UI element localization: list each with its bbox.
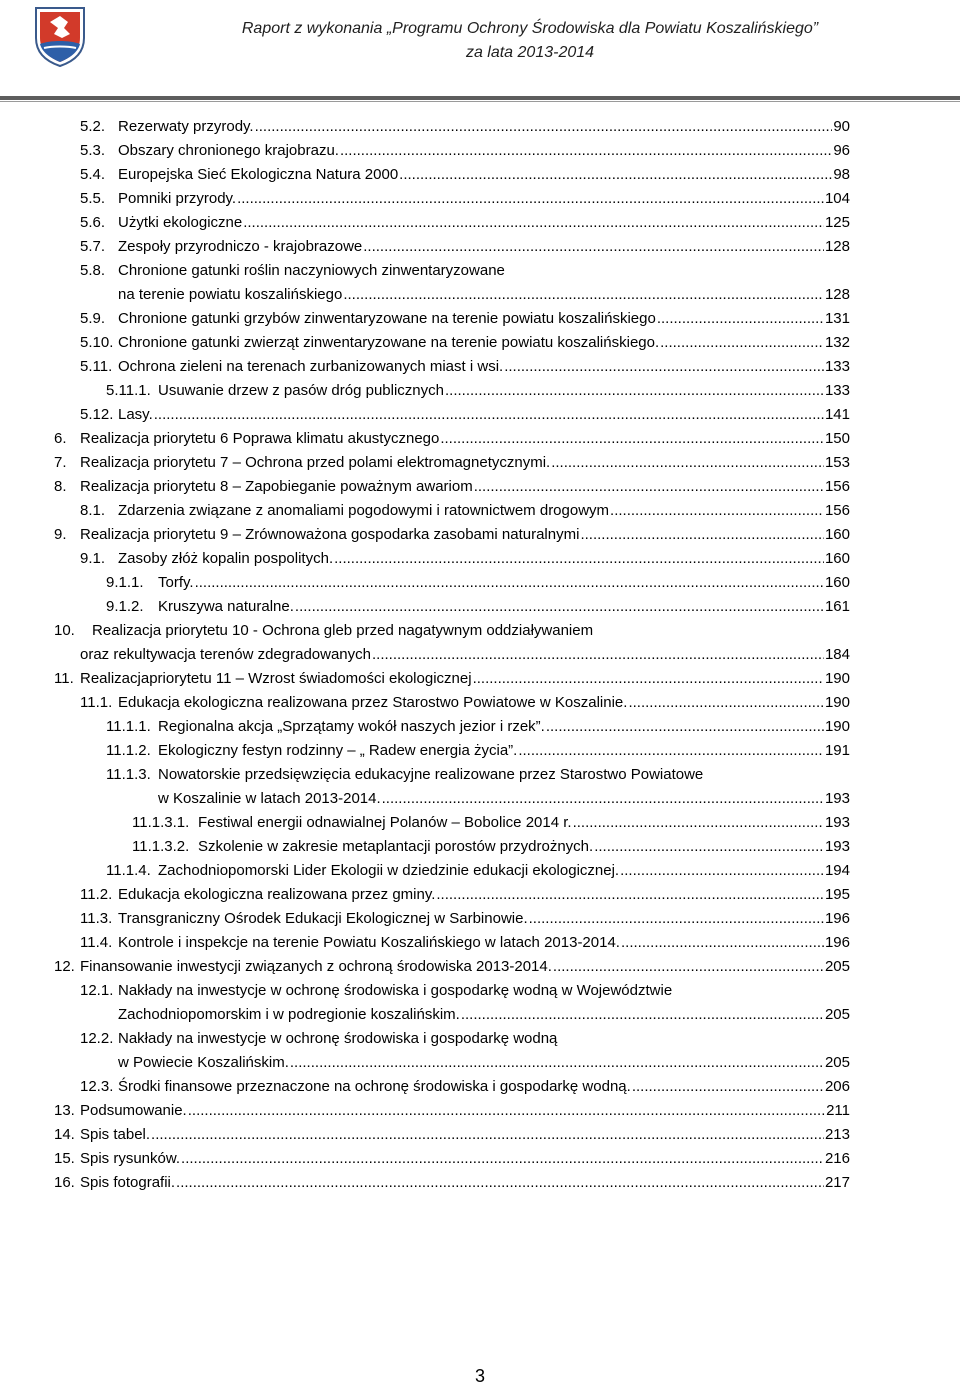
toc-dot-leader	[546, 717, 824, 737]
toc-entry[interactable]	[0, 213, 960, 233]
toc-entry[interactable]	[0, 333, 960, 353]
toc-entry-number: 5.10.	[80, 334, 114, 351]
toc-entry-title: Regionalna akcja „Sprzątamy wokół naszych jezior i rzek”.	[158, 718, 545, 735]
toc-dot-leader	[382, 789, 824, 809]
toc-dot-leader	[188, 1101, 825, 1121]
toc-entry-number: 9.1.	[80, 550, 106, 567]
toc-entry[interactable]	[0, 501, 960, 521]
toc-entry-title: Festiwal energii odnawialnej Polanów – Bobolice 2014 r.	[198, 814, 572, 831]
toc-dot-leader	[255, 117, 833, 137]
toc-entry-title: Zachodniopomorski Lider Ekologii w dziedzinie edukacji ekologicznej.	[158, 862, 620, 879]
toc-entry-number: 11.1.1.	[106, 718, 151, 735]
toc-dot-leader	[340, 141, 832, 161]
toc-entry-title: Torfy.	[158, 574, 194, 591]
toc-entry-number: 10.	[54, 622, 75, 639]
toc-page-number: 211	[826, 1102, 850, 1119]
toc-entry[interactable]	[0, 525, 960, 545]
toc-page-number: 132	[824, 334, 850, 351]
toc-page-number: 128	[824, 238, 850, 255]
toc-dot-leader	[594, 837, 824, 857]
toc-entry-number: 12.1.	[80, 982, 114, 999]
toc-entry-continuation[interactable]	[118, 1005, 850, 1025]
toc-entry-title: Realizacja priorytetu 9 – Zrównoważona gospodarka zasobami naturalnymi	[80, 526, 580, 543]
toc-entry-title: Chronione gatunki roślin naczyniowych zinwentaryzowane	[118, 262, 505, 279]
toc-entry-title: Spis tabel.	[80, 1126, 151, 1143]
toc-entry-number: 11.1.3.1.	[132, 814, 190, 831]
toc-entry-title: Realizacja priorytetu 10 - Ochrona gleb przed nagatywnym oddziaływaniem	[92, 622, 594, 639]
toc-entry-title: Realizacja priorytetu 7 – Ochrona przed polami elektromagnetycznymi.	[80, 454, 551, 471]
toc-entry[interactable]	[0, 909, 960, 929]
toc-page-number: 184	[824, 646, 850, 663]
toc-entry-number: 5.4.	[80, 166, 106, 183]
toc-entry-title: Pomniki przyrody.	[118, 190, 237, 207]
toc-entry-number: 9.1.2.	[106, 598, 144, 615]
toc-entry-title: Edukacja ekologiczna realizowana przez gminy.	[118, 886, 436, 903]
toc-dot-leader	[551, 453, 824, 473]
toc-entry[interactable]	[0, 549, 960, 569]
toc-entry-title: Chronione gatunki grzybów zinwentaryzowane na terenie powiatu koszalińskiego	[118, 310, 656, 327]
toc-entry-number: 5.7.	[80, 238, 106, 255]
toc-dot-leader	[195, 573, 824, 593]
toc-entry-number: 8.1.	[80, 502, 106, 519]
toc-dot-leader	[504, 357, 824, 377]
toc-entry-title: Nakłady na inwestycje w ochronę środowiska i gospodarkę wodną	[118, 1030, 558, 1047]
toc-entry-title: Ochrona zieleni na terenach zurbanizowanych miast i wsi.	[118, 358, 504, 375]
toc-page-number: 161	[824, 598, 850, 615]
toc-dot-leader	[399, 165, 832, 185]
toc-entry[interactable]	[0, 165, 960, 185]
toc-entry[interactable]	[0, 1125, 960, 1145]
toc-dot-leader	[440, 429, 824, 449]
toc-entry[interactable]	[0, 669, 960, 689]
toc-entry[interactable]	[0, 1149, 960, 1169]
toc-entry-title: Rezerwaty przyrody.	[118, 118, 254, 135]
toc-entry-number: 11.1.	[80, 694, 113, 711]
toc-entry-number: 8.	[54, 478, 67, 495]
toc-dot-leader	[610, 501, 824, 521]
toc-page-number: 153	[824, 454, 850, 471]
toc-entry[interactable]	[0, 453, 960, 473]
toc-entry-title: Nowatorskie przedsięwzięcia edukacyjne realizowane przez Starostwo Powiatowe	[158, 766, 704, 783]
toc-page-number: 205	[824, 958, 850, 975]
toc-page-number: 191	[824, 742, 850, 759]
toc-entry[interactable]	[0, 885, 960, 905]
toc-entry-continuation[interactable]	[158, 789, 850, 809]
toc-page-number: 206	[824, 1078, 850, 1095]
toc-page-number: 150	[824, 430, 850, 447]
toc-entry[interactable]	[0, 309, 960, 329]
toc-dot-leader	[518, 741, 824, 761]
toc-dot-leader	[372, 645, 824, 665]
toc-entry[interactable]	[0, 621, 960, 641]
toc-dot-leader	[580, 525, 824, 545]
toc-page-number: 190	[824, 694, 850, 711]
toc-entry[interactable]	[0, 957, 960, 977]
toc-entry-title-continued: Zachodniopomorskim i w podregionie koszalińskim.	[118, 1006, 460, 1023]
toc-entry[interactable]	[0, 1101, 960, 1121]
toc-entry[interactable]	[0, 261, 960, 281]
toc-entry-title: Ekologiczny festyn rodzinny – „ Radew energia życia”.	[158, 742, 518, 759]
toc-entry-number: 5.5.	[80, 190, 106, 207]
toc-page-number: 90	[833, 118, 850, 135]
toc-dot-leader	[621, 933, 824, 953]
toc-entry-title: Finansowanie inwestycji związanych z ochroną środowiska 2013-2014.	[80, 958, 552, 975]
toc-page-number: 160	[824, 574, 850, 591]
toc-entry-title: Zdarzenia związane z anomaliami pogodowymi i ratownictwem drogowym	[118, 502, 610, 519]
toc-dot-leader	[436, 885, 824, 905]
toc-page-number: 196	[824, 934, 850, 951]
toc-dot-leader	[620, 861, 824, 881]
page-number: 3	[474, 1366, 485, 1386]
toc-entry-number: 12.3.	[80, 1078, 114, 1095]
toc-entry-number: 5.2.	[80, 118, 106, 135]
toc-entry-title: Podsumowanie.	[80, 1102, 187, 1119]
toc-entry-title: Realizacja priorytetu 6 Poprawa klimatu akustycznego	[80, 430, 440, 447]
toc-entry-number: 13.	[54, 1102, 75, 1119]
toc-entry[interactable]	[0, 717, 960, 737]
toc-entry-number: 9.	[54, 526, 67, 543]
toc-entry-title: Nakłady na inwestycje w ochronę środowiska i gospodarkę wodną w Województwie	[118, 982, 673, 999]
toc-entry-title: Szkolenie w zakresie metaplantacji porostów przydrożnych.	[198, 838, 594, 855]
toc-entry[interactable]	[0, 477, 960, 497]
toc-entry[interactable]	[0, 741, 960, 761]
toc-entry[interactable]	[0, 405, 960, 425]
toc-entry[interactable]	[0, 357, 960, 377]
toc-page-number: 133	[824, 358, 850, 375]
toc-page-number: 196	[824, 910, 850, 927]
toc-entry-continuation[interactable]	[118, 1053, 850, 1073]
toc-entry-number: 16.	[54, 1174, 75, 1191]
toc-entry-number: 9.1.1.	[106, 574, 144, 591]
toc-entry-title: Transgraniczny Ośrodek Edukacji Ekologicznej w Sarbinowie.	[118, 910, 528, 927]
toc-dot-leader	[529, 909, 824, 929]
toc-entry-number: 5.12.	[80, 406, 114, 423]
toc-page-number: 205	[824, 1054, 850, 1071]
toc-entry-number: 14.	[54, 1126, 75, 1143]
toc-entry-title: Zespoły przyrodniczo - krajobrazowe	[118, 238, 363, 255]
toc-entry-number: 15.	[54, 1150, 75, 1167]
toc-entry-title-continued: w Koszalinie w latach 2013-2014.	[158, 790, 381, 807]
toc-entry-title: Chronione gatunki zwierząt zinwentaryzowane na terenie powiatu koszalińskiego.	[118, 334, 660, 351]
toc-page-number: 190	[824, 718, 850, 735]
toc-page-number: 96	[833, 142, 850, 159]
report-period: za lata 2013-2014	[465, 44, 595, 61]
toc-entry-number: 5.8.	[80, 262, 106, 279]
toc-page-number: 194	[824, 862, 850, 879]
toc-entry-title: Lasy.	[118, 406, 153, 423]
toc-page-number: 98	[833, 166, 850, 183]
toc-dot-leader	[154, 405, 824, 425]
toc-page-number: 193	[824, 838, 850, 855]
toc-page-number: 190	[824, 670, 850, 687]
toc-entry[interactable]	[0, 117, 960, 137]
toc-entry-title: Obszary chronionego krajobrazu.	[118, 142, 339, 159]
toc-entry-title-continued: oraz rekultywacja terenów zdegradowanych	[80, 646, 371, 663]
toc-page-number: 160	[824, 526, 850, 543]
toc-dot-leader	[290, 1053, 824, 1073]
toc-entry-title: Usuwanie drzew z pasów dróg publicznych	[158, 382, 444, 399]
toc-dot-leader	[473, 669, 824, 689]
toc-entry-title: Spis rysunków.	[80, 1150, 181, 1167]
toc-entry-number: 12.2.	[80, 1030, 114, 1047]
toc-dot-leader	[474, 477, 824, 497]
toc-entry-title: Realizacjapriorytetu 11 – Wzrost świadomości ekologicznej	[80, 670, 472, 687]
toc-page-number: 125	[824, 214, 850, 231]
toc-entry-number: 6.	[54, 430, 67, 447]
report-title: Raport z wykonania „Programu Ochrony Środowiska dla Powiatu Koszalińskiego”	[241, 20, 819, 37]
toc-dot-leader	[363, 237, 824, 257]
toc-entry-number: 5.11.	[80, 358, 113, 375]
toc-dot-leader	[151, 1125, 824, 1145]
toc-entry-number: 11.1.3.	[106, 766, 151, 783]
toc-dot-leader	[445, 381, 824, 401]
toc-entry-number: 5.3.	[80, 142, 106, 159]
toc-dot-leader	[657, 309, 824, 329]
toc-dot-leader	[660, 333, 824, 353]
toc-entry-number: 11.3.	[80, 910, 113, 927]
toc-entry-number: 11.4.	[80, 934, 113, 951]
toc-entry[interactable]	[0, 981, 960, 1001]
toc-entry-number: 5.9.	[80, 310, 106, 327]
toc-entry[interactable]	[0, 1077, 960, 1097]
toc-page-number: 216	[824, 1150, 850, 1167]
toc-entry-title-continued: na terenie powiatu koszalińskiego	[118, 286, 343, 303]
toc-entry-title: Kontrole i inspekcje na terenie Powiatu Koszalińskiego w latach 2013-2014.	[118, 934, 620, 951]
toc-entry-continuation[interactable]	[80, 645, 850, 665]
toc-entry[interactable]	[0, 1173, 960, 1193]
toc-entry-number: 11.1.2.	[106, 742, 151, 759]
toc-entry[interactable]	[0, 813, 960, 833]
toc-entry-number: 12.	[54, 958, 75, 975]
toc-entry-number: 11.1.3.2.	[132, 838, 190, 855]
toc-entry-continuation[interactable]	[118, 285, 850, 305]
toc-entry-number: 5.11.1.	[106, 382, 151, 399]
toc-entry-title: Europejska Sieć Ekologiczna Natura 2000	[118, 166, 399, 183]
toc-entry-title: Użytki ekologiczne	[118, 214, 243, 231]
toc-entry-title: Zasoby złóż kopalin pospolitych.	[118, 550, 334, 567]
toc-dot-leader	[334, 549, 824, 569]
toc-entry-title: Kruszywa naturalne.	[158, 598, 294, 615]
toc-page-number: 141	[824, 406, 850, 423]
toc-dot-leader	[461, 1005, 824, 1025]
toc-dot-leader	[573, 813, 824, 833]
toc-entry[interactable]	[0, 429, 960, 449]
toc-entry[interactable]	[0, 693, 960, 713]
toc-entry[interactable]	[0, 237, 960, 257]
toc-dot-leader	[343, 285, 824, 305]
toc-page-number: 156	[824, 502, 850, 519]
toc-entry[interactable]	[0, 933, 960, 953]
toc-entry[interactable]	[0, 381, 960, 401]
toc-page-number: 217	[824, 1174, 850, 1191]
toc-entry[interactable]	[0, 765, 960, 785]
toc-page-number: 131	[824, 310, 850, 327]
toc-page-number: 156	[824, 478, 850, 495]
toc-page-number: 104	[824, 190, 850, 207]
toc-dot-leader	[243, 213, 824, 233]
toc-entry-number: 11.2.	[80, 886, 113, 903]
toc-entry-title: Spis fotografii.	[80, 1174, 176, 1191]
toc-entry-title: Środki finansowe przeznaczone na ochronę środowiska i gospodarkę wodną.	[118, 1078, 631, 1095]
toc-page-number: 133	[824, 382, 850, 399]
toc-entry-number: 7.	[54, 454, 67, 471]
toc-page-number: 160	[824, 550, 850, 567]
toc-entry[interactable]	[0, 597, 960, 617]
toc-entry[interactable]	[0, 837, 960, 857]
toc-entry[interactable]	[0, 1029, 960, 1049]
toc-page-number: 128	[824, 286, 850, 303]
toc-dot-leader	[237, 189, 824, 209]
toc-entry[interactable]	[0, 573, 960, 593]
toc-page-number: 193	[824, 814, 850, 831]
toc-entry-number: 11.1.4.	[106, 862, 151, 879]
toc-dot-leader	[181, 1149, 824, 1169]
toc-dot-leader	[628, 693, 824, 713]
toc-entry[interactable]	[0, 861, 960, 881]
toc-page-number: 213	[824, 1126, 850, 1143]
toc-entry-number: 5.6.	[80, 214, 106, 231]
toc-entry[interactable]	[0, 189, 960, 209]
toc-dot-leader	[553, 957, 824, 977]
toc-entry-title-continued: w Powiecie Koszalińskim.	[118, 1054, 289, 1071]
toc-entry-title: Realizacja priorytetu 8 – Zapobieganie poważnym awariom	[80, 478, 473, 495]
toc-entry-title: Edukacja ekologiczna realizowana przez Starostwo Powiatowe w Koszalinie.	[118, 694, 628, 711]
toc-page-number: 193	[824, 790, 850, 807]
toc-dot-leader	[632, 1077, 824, 1097]
toc-page-number: 205	[824, 1006, 850, 1023]
toc-entry-number: 11.	[54, 670, 74, 687]
toc-dot-leader	[295, 597, 824, 617]
toc-dot-leader	[176, 1173, 824, 1193]
toc-entry[interactable]	[0, 141, 960, 161]
toc-page-number: 195	[824, 886, 850, 903]
